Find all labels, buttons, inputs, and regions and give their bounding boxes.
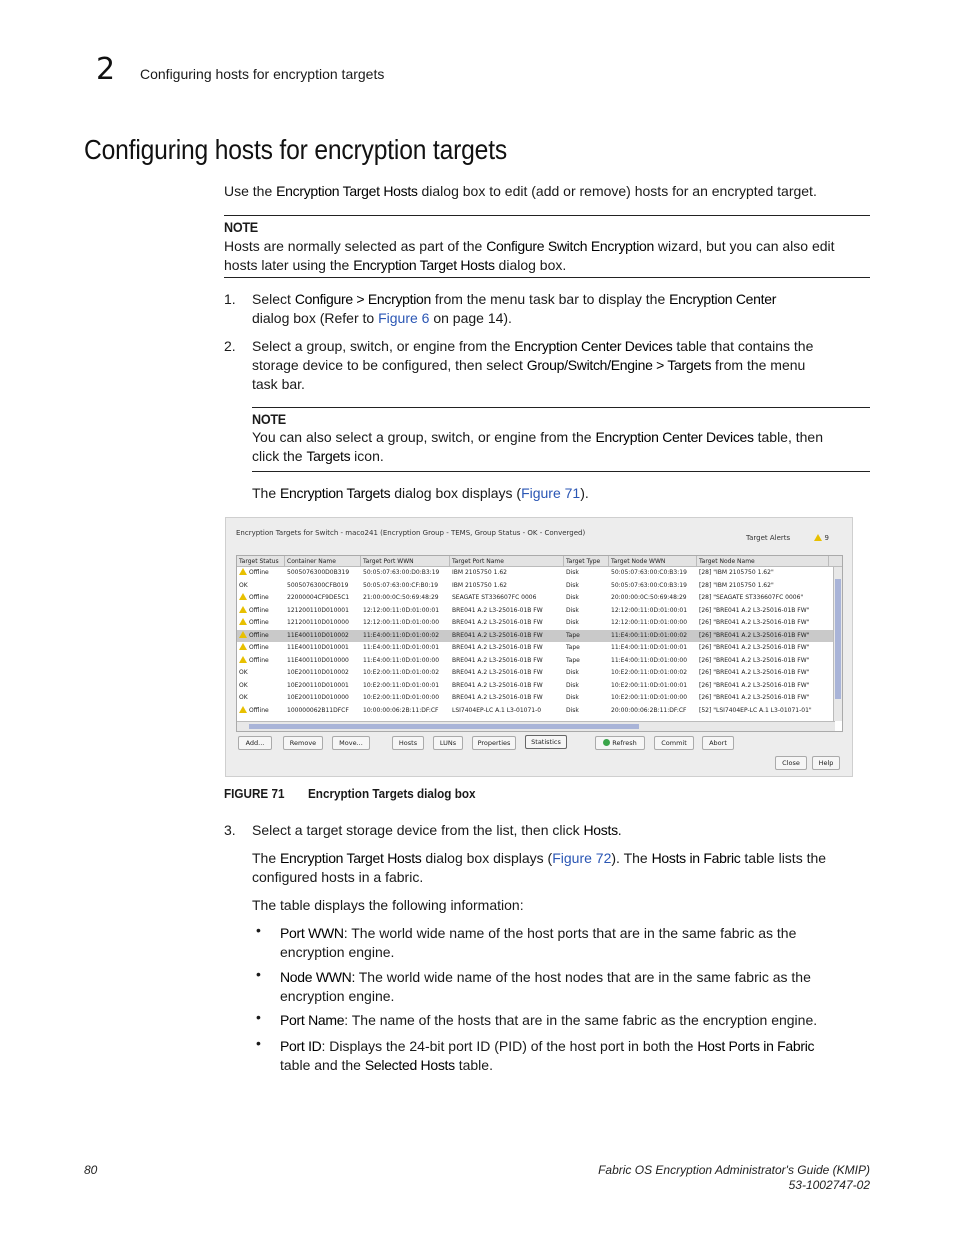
commit-button[interactable]: Commit	[654, 736, 694, 750]
table-cell: 11:E4:00:11:0D:01:00:01	[363, 644, 440, 651]
table-row[interactable]	[237, 567, 842, 580]
table-cell: Disk	[566, 706, 579, 714]
table-body	[237, 567, 842, 717]
targets-table	[236, 555, 843, 732]
table-cell: LSI7404EP-LC A.1 L3-01071-0	[452, 706, 542, 714]
note-rule-top	[224, 215, 870, 216]
figure-caption: Encryption Targets dialog box	[308, 786, 476, 801]
table-row[interactable]	[237, 680, 842, 693]
close-button[interactable]: Close	[775, 756, 807, 770]
table-cell: 10:E2:00:11:0D:01:00:01	[611, 681, 688, 689]
table-cell: [26] "BRE041 A.2 L3-25016-01B FW"	[699, 644, 810, 651]
table-cell: Disk	[566, 619, 579, 626]
column-header[interactable]: Target Type	[564, 556, 609, 566]
table-cell: 11E400110D010000	[287, 656, 349, 664]
table-cell: [52] "LSI7404EP-LC A.1 L3-01071-01"	[699, 706, 812, 714]
scroll-thumb[interactable]	[835, 579, 841, 699]
target-alerts[interactable]: Target Alerts 9	[746, 534, 829, 542]
scroll-thumb[interactable]	[249, 724, 639, 729]
table-cell: Offline	[237, 630, 285, 643]
step-1-text: Select Configure > Encryption from the menu task bar to display the Encryption Center dialog box (Refer to Figure 6 on page 14).	[252, 291, 777, 326]
running-head: Configuring hosts for encryption targets	[140, 66, 385, 82]
horizontal-scrollbar[interactable]	[237, 721, 835, 731]
table-row[interactable]	[237, 605, 842, 618]
note-rule-bottom	[252, 471, 870, 472]
column-header[interactable]: Target Node WWN	[609, 556, 697, 566]
table-cell: 20:00:00:0C:50:69:48:29	[611, 594, 687, 601]
figure-label: FIGURE 71	[224, 786, 285, 801]
table-cell: Disk	[566, 569, 579, 576]
table-cell: [26] "BRE041 A.2 L3-25016-01B FW"	[699, 694, 810, 701]
table-cell: 21:00:00:0C:50:69:48:29	[363, 594, 439, 601]
table-row[interactable]	[237, 667, 842, 680]
table-cell: 5005076300D0B319	[287, 569, 350, 576]
table-cell: 10:E2:00:11:0D:01:00:02	[363, 669, 440, 676]
table-cell: [26] "BRE041 A.2 L3-25016-01B FW"	[699, 606, 810, 614]
column-header[interactable]: Target Status	[237, 556, 285, 566]
dialog-title: Encryption Targets for Switch - maco241 (Encryption Group - TEMS, Group Status - OK - Converged)	[236, 529, 586, 537]
hosts-paragraph: The Encryption Target Hosts dialog box displays (Figure 72). The Hosts in Fabric table lists the configured hosts in a fabric.	[252, 850, 827, 885]
table-cell: Tape	[566, 631, 580, 639]
bullet-icon: •	[256, 966, 261, 982]
add-button[interactable]: Add...	[238, 736, 272, 750]
bullet-port-name: Port Name: The name of the hosts that are in the same fabric as the encryption engine.	[280, 1012, 818, 1028]
warning-icon	[239, 568, 247, 575]
table-cell: Offline	[237, 617, 285, 630]
table-cell: 121200110D010000	[287, 619, 349, 626]
book-title: Fabric OS Encryption Administrator's Guide (KMIP)	[598, 1163, 870, 1177]
table-cell: 10:00:00:06:2B:11:DF:CF	[363, 706, 439, 714]
table-cell: Disk	[566, 594, 579, 601]
warning-icon	[239, 606, 247, 613]
table-row[interactable]	[237, 592, 842, 605]
table-cell: [26] "BRE041 A.2 L3-25016-01B FW"	[699, 681, 810, 689]
table-cell: [28] "IBM 2105750 1.62"	[699, 581, 774, 589]
doc-number: 53-1002747-02	[788, 1178, 870, 1192]
table-cell: SEAGATE ST336607FC 0006	[452, 594, 537, 601]
properties-button[interactable]: Properties	[472, 736, 516, 750]
warning-icon	[239, 643, 247, 650]
note-text: Hosts are normally selected as part of the Configure Switch Encryption wizard, but you can also edit hosts later using the Encryption Target Hosts dialog box.	[224, 238, 835, 273]
table-cell: 22000004CF9DE5C1	[287, 594, 350, 601]
abort-button[interactable]: Abort	[702, 736, 734, 750]
table-cell: 100000062B11DFCF	[287, 706, 349, 714]
move-button[interactable]: Move...	[332, 736, 370, 750]
luns-button[interactable]: LUNs	[433, 736, 463, 750]
help-button[interactable]: Help	[812, 756, 840, 770]
warning-icon	[239, 618, 247, 625]
table-cell: 11:E4:00:11:0D:01:00:02	[611, 631, 688, 639]
table-cell: Offline	[237, 705, 285, 718]
table-cell: 50:05:07:63:00:C0:B3:19	[611, 569, 687, 576]
table-cell: 11:E4:00:11:0D:01:00:02	[363, 631, 440, 639]
table-row[interactable]	[237, 705, 842, 718]
note-rule-top	[252, 407, 870, 408]
table-cell: BRE041 A.2 L3-25016-01B FW	[452, 681, 543, 689]
chapter-number: 2	[96, 52, 116, 87]
table-cell: [28] "SEAGATE ST336607FC 0006"	[699, 594, 804, 601]
vertical-scrollbar[interactable]	[833, 567, 842, 721]
encryption-targets-dialog	[225, 517, 853, 777]
page-number: 80	[84, 1163, 98, 1177]
bullet-icon: •	[256, 1009, 261, 1025]
column-header[interactable]: Target Node Name	[697, 556, 829, 566]
table-cell: BRE041 A.2 L3-25016-01B FW	[452, 606, 543, 614]
table-cell: OK	[239, 669, 248, 676]
note-rule-bottom	[224, 277, 870, 278]
bullet-node-wwn: Node WWN: The world wide name of the host nodes that are in the same fabric as the encryption engine.	[280, 969, 811, 1004]
table-cell: 121200110D010001	[287, 606, 349, 614]
note-text: You can also select a group, switch, or engine from the Encryption Center Devices table, then click the Targets icon.	[252, 429, 823, 464]
note-label: NOTE	[252, 411, 286, 427]
column-header[interactable]: Container Name	[285, 556, 361, 566]
table-cell: IBM 2105750 1.62	[452, 581, 507, 589]
table-cell: 10E200110D010001	[287, 681, 349, 689]
table-cell: 50:05:07:63:00:C0:B3:19	[611, 581, 687, 589]
table-cell: BRE041 A.2 L3-25016-01B FW	[452, 631, 543, 639]
warning-icon	[239, 706, 247, 713]
table-cell: OK	[239, 681, 248, 689]
table-cell: [28] "IBM 2105750 1.62"	[699, 569, 774, 576]
table-cell: 20:00:00:06:2B:11:DF:CF	[611, 706, 687, 714]
warning-icon	[239, 631, 247, 638]
note-label: NOTE	[224, 219, 258, 235]
table-cell: 12:12:00:11:0D:01:00:01	[611, 606, 688, 614]
table-cell: 12:12:00:11:0D:01:00:01	[363, 606, 440, 614]
table-cell: 50:05:07:63:00:CF:B0:19	[363, 581, 439, 589]
refresh-button[interactable]: Refresh	[595, 736, 645, 750]
step-number: 3.	[224, 822, 236, 838]
table-cell: 10E200110D010002	[287, 669, 349, 676]
table-cell: 10E200110D010000	[287, 694, 349, 701]
table-row[interactable]	[237, 642, 842, 655]
table-cell: [26] "BRE041 A.2 L3-25016-01B FW"	[699, 631, 810, 639]
bullet-icon: •	[256, 1035, 261, 1051]
hosts-button[interactable]: Hosts	[392, 736, 424, 750]
statistics-button[interactable]: Statistics	[525, 735, 567, 749]
table-cell: 5005076300CFB019	[287, 581, 349, 589]
step-2-text: Select a group, switch, or engine from the Encryption Center Devices table that contains the storage device to be configured, then select Group/Switch/Engine > Targets from the menu task bar.	[252, 338, 814, 392]
table-cell: Disk	[566, 694, 579, 701]
table-cell: IBM 2105750 1.62	[452, 569, 507, 576]
table-cell: 10:E2:00:11:0D:01:00:02	[611, 669, 688, 676]
table-cell: Offline	[237, 642, 285, 655]
table-cell: Disk	[566, 669, 579, 676]
table-cell: 11:E4:00:11:0D:01:00:00	[611, 656, 688, 664]
remove-button[interactable]: Remove	[283, 736, 323, 750]
table-cell: 11:E4:00:11:0D:01:00:00	[363, 656, 440, 664]
warning-icon	[239, 656, 247, 663]
section-title: Configuring hosts for encryption targets	[84, 134, 508, 165]
table-cell: 11E400110D010002	[287, 631, 349, 639]
table-cell: 50:05:07:63:00:D0:B3:19	[363, 569, 440, 576]
warning-icon	[814, 534, 822, 541]
refresh-icon	[603, 739, 610, 746]
table-cell: BRE041 A.2 L3-25016-01B FW	[452, 619, 543, 626]
table-cell: Offline	[237, 655, 285, 668]
table-row[interactable]	[237, 580, 842, 593]
table-cell: Disk	[566, 581, 579, 589]
table-cell: [26] "BRE041 A.2 L3-25016-01B FW"	[699, 656, 810, 664]
intro-paragraph: Use the Encryption Target Hosts dialog box to edit (add or remove) hosts for an encrypted target.	[224, 183, 817, 199]
table-cell: 11E400110D010001	[287, 644, 349, 651]
table-cell: 12:12:00:11:0D:01:00:00	[363, 619, 440, 626]
bullet-port-wwn: Port WWN: The world wide name of the host ports that are in the same fabric as the encryption engine.	[280, 925, 797, 960]
table-cell: [26] "BRE041 A.2 L3-25016-01B FW"	[699, 619, 810, 626]
figure-intro: The Encryption Targets dialog box displays (Figure 71).	[252, 485, 589, 501]
table-row[interactable]	[237, 630, 842, 643]
figure-72-link[interactable]: Figure 72	[552, 850, 612, 866]
table-cell: Tape	[566, 644, 580, 651]
table-cell: OK	[239, 694, 248, 701]
table-cell: Disk	[566, 606, 579, 614]
table-cell: BRE041 A.2 L3-25016-01B FW	[452, 656, 543, 664]
table-cell: BRE041 A.2 L3-25016-01B FW	[452, 669, 543, 676]
table-row[interactable]	[237, 655, 842, 668]
column-header[interactable]: Target Port WWN	[361, 556, 450, 566]
table-cell: BRE041 A.2 L3-25016-01B FW	[452, 644, 543, 651]
column-header[interactable]: Target Port Name	[450, 556, 564, 566]
bullet-icon: •	[256, 922, 261, 938]
table-cell: Offline	[237, 605, 285, 618]
table-cell: Tape	[566, 656, 580, 664]
table-cell: OK	[239, 581, 248, 589]
table-cell: 10:E2:00:11:0D:01:00:01	[363, 681, 440, 689]
table-cell: 11:E4:00:11:0D:01:00:01	[611, 644, 688, 651]
table-header	[237, 556, 842, 567]
bullet-port-id: Port ID: Displays the 24-bit port ID (PID) of the host port in both the Host Ports in Fabric table and the Selected Hosts table.	[280, 1038, 815, 1073]
alerts-count: 9	[824, 534, 829, 542]
table-row[interactable]	[237, 617, 842, 630]
table-cell: 12:12:00:11:0D:01:00:00	[611, 619, 688, 626]
step-number: 1.	[224, 291, 236, 307]
step-3-text: Select a target storage device from the list, then click Hosts.	[252, 822, 622, 838]
figure-6-link[interactable]: Figure 6	[378, 310, 430, 326]
table-cell: 10:E2:00:11:0D:01:00:00	[611, 694, 688, 701]
table-cell: Offline	[237, 567, 285, 580]
warning-icon	[239, 593, 247, 600]
table-cell: Disk	[566, 681, 579, 689]
table-cell: Offline	[237, 592, 285, 605]
table-cell: 10:E2:00:11:0D:01:00:00	[363, 694, 440, 701]
table-intro: The table displays the following information:	[252, 897, 524, 913]
step-number: 2.	[224, 338, 236, 354]
figure-71-link[interactable]: Figure 71	[521, 485, 581, 501]
table-cell: BRE041 A.2 L3-25016-01B FW	[452, 694, 543, 701]
table-row[interactable]	[237, 692, 842, 705]
table-cell: [26] "BRE041 A.2 L3-25016-01B FW"	[699, 669, 810, 676]
